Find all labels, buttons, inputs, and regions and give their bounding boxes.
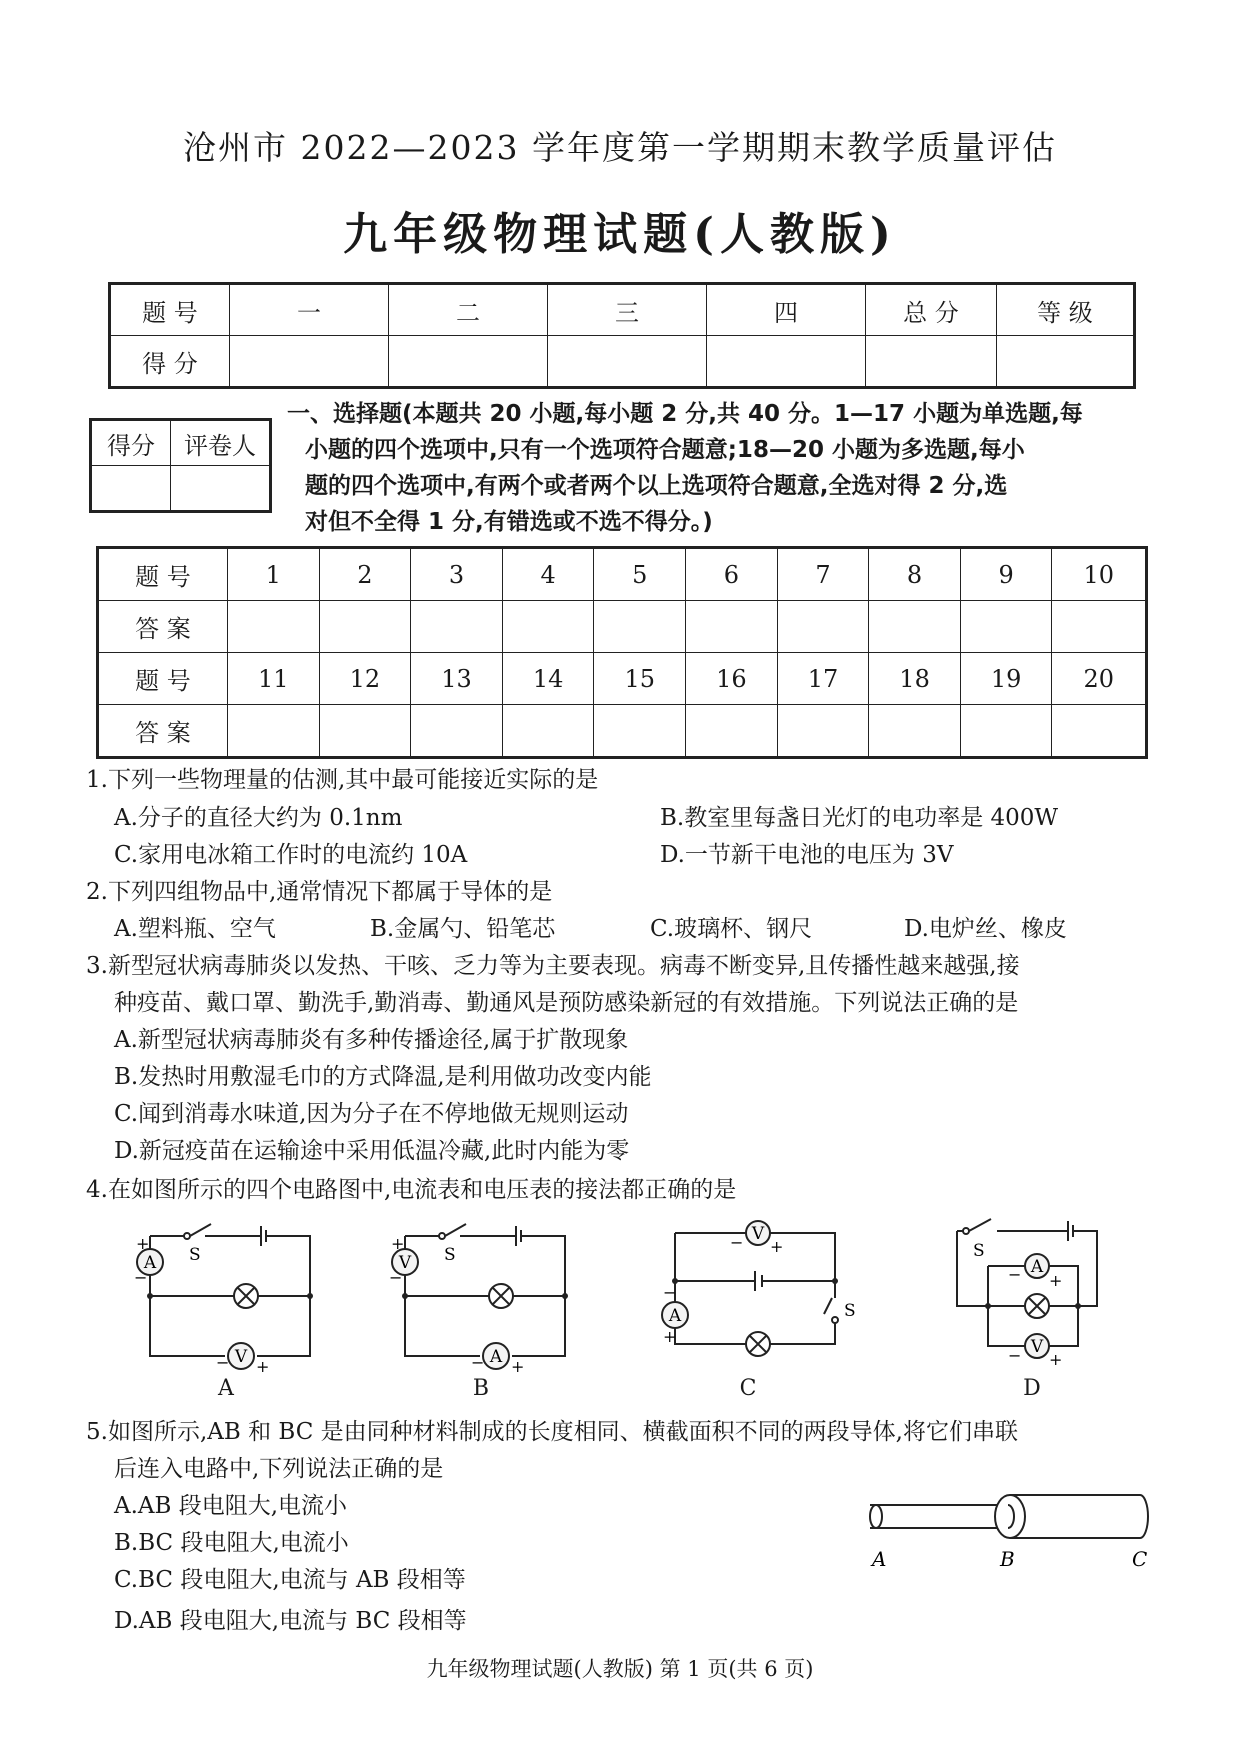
score-table-header-cell: 等 级 — [997, 284, 1135, 336]
answer-cell[interactable] — [686, 601, 778, 653]
exam-header-title: 沧州市 2022—2023 学年度第一学期期末教学质量评估 — [183, 128, 1057, 167]
answer-table-number-row — [98, 548, 1147, 601]
question-1-option-b: B.教室里每盏日光灯的电功率是 400W — [660, 805, 1059, 831]
question-2-option-d: D.电炉丝、橡皮 — [904, 916, 1067, 942]
svg-text:A: A — [143, 1253, 157, 1273]
svg-text:−: − — [1008, 1346, 1022, 1365]
question-5-option-c: C.BC 段电阻大,电流与 AB 段相等 — [114, 1567, 466, 1593]
answer-cell[interactable] — [777, 705, 869, 758]
score-table-header-cell: 三 — [548, 284, 707, 336]
conductor-label-c: C — [1132, 1547, 1148, 1571]
svg-text:V: V — [751, 1224, 765, 1244]
answer-table-answer-row — [98, 705, 1147, 758]
row-label: 答 案 — [98, 601, 228, 653]
question-number: 6 — [686, 548, 778, 601]
question-number: 19 — [960, 653, 1052, 705]
svg-text:+: + — [663, 1327, 677, 1346]
question-number: 20 — [1052, 653, 1147, 705]
answer-table-number-row — [98, 653, 1147, 705]
question-number: 5 — [594, 548, 686, 601]
svg-text:+: + — [1049, 1350, 1063, 1369]
svg-text:A: A — [1030, 1257, 1044, 1277]
score-input-cell[interactable] — [230, 336, 389, 388]
svg-text:+: + — [391, 1234, 405, 1253]
svg-text:V: V — [234, 1347, 248, 1367]
exam-subject-title: 九年级物理试题(人教版) — [343, 209, 897, 260]
instruction-line: 题的四个选项中,有两个或者两个以上选项符合题意,全选对得 2 分,选 — [305, 473, 1008, 499]
question-2-stem: 2.下列四组物品中,通常情况下都属于导体的是 — [86, 879, 553, 905]
conductor-label-b: B — [1000, 1547, 1015, 1571]
question-number: 4 — [502, 548, 594, 601]
question-2-option-a: A.塑料瓶、空气 — [114, 916, 276, 942]
question-1-option-a: A.分子的直径大约为 0.1nm — [114, 805, 403, 831]
score-input-cell[interactable] — [866, 336, 997, 388]
score-table-score-row — [110, 336, 1135, 388]
answer-cell[interactable] — [411, 705, 503, 758]
score-table-header-cell: 二 — [389, 284, 548, 336]
circuit-label-a: A — [218, 1376, 234, 1401]
answer-cell[interactable] — [960, 705, 1052, 758]
answer-cell[interactable] — [594, 601, 686, 653]
question-5-option-d: D.AB 段电阻大,电流与 BC 段相等 — [114, 1608, 467, 1634]
answer-cell[interactable] — [228, 705, 320, 758]
svg-text:V: V — [1030, 1337, 1044, 1357]
page-footer: 九年级物理试题(人教版) 第 1 页(共 6 页) — [426, 1657, 814, 1681]
score-table-header-cell: 四 — [707, 284, 866, 336]
svg-text:−: − — [730, 1233, 744, 1252]
grader-name-label: 评卷人 — [171, 420, 271, 466]
score-table-header-cell: 总 分 — [866, 284, 997, 336]
answer-cell[interactable] — [960, 601, 1052, 653]
question-number: 12 — [319, 653, 411, 705]
answer-cell[interactable] — [777, 601, 869, 653]
question-3-option-d: D.新冠疫苗在运输途中采用低温冷藏,此时内能为零 — [114, 1138, 630, 1164]
question-number: 11 — [228, 653, 320, 705]
circuit-diagram-a — [120, 1216, 330, 1376]
score-table-header-cell: 题 号 — [110, 284, 230, 336]
answer-table-answer-row — [98, 601, 1147, 653]
question-number: 15 — [594, 653, 686, 705]
circuit-diagram-c — [660, 1216, 870, 1366]
instruction-line: 一、选择题(本题共 20 小题,每小题 2 分,共 40 分。1—17 小题为单选题,每 — [287, 401, 1083, 427]
question-number: 3 — [411, 548, 503, 601]
conductor-diagram — [860, 1490, 1160, 1580]
question-number: 10 — [1052, 548, 1147, 601]
svg-text:V: V — [398, 1253, 412, 1273]
answer-cell[interactable] — [319, 705, 411, 758]
question-number: 9 — [960, 548, 1052, 601]
question-1-stem: 1.下列一些物理量的估测,其中最可能接近实际的是 — [86, 767, 599, 793]
question-number: 1 — [228, 548, 320, 601]
question-number: 14 — [502, 653, 594, 705]
score-input-cell[interactable] — [997, 336, 1135, 388]
question-number: 18 — [869, 653, 961, 705]
svg-text:−: − — [389, 1268, 403, 1287]
question-3-stem-line2: 种疫苗、戴口罩、勤洗手,勤消毒、勤通风是预防感染新冠的有效措施。下列说法正确的是 — [114, 990, 1019, 1016]
score-row-label: 得 分 — [110, 336, 230, 388]
question-number: 2 — [319, 548, 411, 601]
circuit-diagram-d — [945, 1216, 1125, 1369]
instruction-line: 对但不全得 1 分,有错选或不选不得分。) — [305, 509, 713, 535]
answer-cell[interactable] — [1052, 705, 1147, 758]
circuit-label-c: C — [739, 1376, 757, 1401]
svg-text:A: A — [668, 1306, 682, 1326]
answer-cell[interactable] — [228, 601, 320, 653]
question-3-stem-line1: 3.新型冠状病毒肺炎以发热、干咳、乏力等为主要表现。病毒不断变异,且传播性越来越强,接 — [86, 953, 1020, 979]
svg-text:S: S — [844, 1301, 856, 1321]
circuit-diagram-b — [375, 1216, 585, 1376]
svg-text:S: S — [444, 1245, 456, 1265]
svg-text:+: + — [136, 1234, 150, 1253]
row-label: 答 案 — [98, 705, 228, 758]
svg-text:−: − — [663, 1283, 677, 1302]
question-number: 16 — [686, 653, 778, 705]
circuit-label-d: D — [1023, 1376, 1041, 1401]
answer-cell[interactable] — [319, 601, 411, 653]
svg-text:−: − — [216, 1353, 230, 1372]
answer-cell[interactable] — [869, 705, 961, 758]
question-1-option-c: C.家用电冰箱工作时的电流约 10A — [114, 842, 468, 868]
svg-text:A: A — [489, 1347, 503, 1367]
question-5-stem-line1: 5.如图所示,AB 和 BC 是由同种材料制成的长度相同、横截面积不同的两段导体,将它们串联 — [86, 1419, 1018, 1445]
answer-cell[interactable] — [502, 601, 594, 653]
row-label: 题 号 — [98, 653, 228, 705]
section-1-instructions — [287, 396, 1147, 540]
question-3-option-a: A.新型冠状病毒肺炎有多种传播途径,属于扩散现象 — [114, 1027, 629, 1053]
question-5-stem-line2: 后连入电路中,下列说法正确的是 — [114, 1456, 444, 1482]
question-2-option-b: B.金属勺、铅笔芯 — [370, 916, 556, 942]
score-table-header-cell: 一 — [230, 284, 389, 336]
grader-score-label: 得分 — [91, 420, 171, 466]
svg-text:+: + — [770, 1237, 784, 1256]
row-label: 题 号 — [98, 548, 228, 601]
question-5-option-a: A.AB 段电阻大,电流小 — [114, 1493, 348, 1519]
score-input-cell[interactable] — [548, 336, 707, 388]
answer-sheet-table — [96, 546, 1148, 759]
svg-text:S: S — [973, 1241, 985, 1261]
conductor-label-a: A — [872, 1547, 887, 1571]
question-1-option-d: D.一节新干电池的电压为 3V — [660, 842, 954, 868]
question-3-option-c: C.闻到消毒水味道,因为分子在不停地做无规则运动 — [114, 1101, 629, 1127]
svg-text:+: + — [256, 1357, 270, 1376]
score-input-cell[interactable] — [707, 336, 866, 388]
question-2-option-c: C.玻璃杯、钢尺 — [650, 916, 813, 942]
answer-cell[interactable] — [594, 705, 686, 758]
question-number: 13 — [411, 653, 503, 705]
svg-text:−: − — [1008, 1265, 1022, 1284]
answer-cell[interactable] — [686, 705, 778, 758]
svg-text:−: − — [134, 1268, 148, 1287]
answer-cell[interactable] — [869, 601, 961, 653]
question-5-option-b: B.BC 段电阻大,电流小 — [114, 1530, 349, 1556]
grader-score-cell[interactable] — [91, 466, 171, 512]
score-summary-table — [108, 282, 1136, 389]
score-table-header-row — [110, 284, 1135, 336]
svg-text:+: + — [511, 1357, 525, 1376]
answer-cell[interactable] — [502, 705, 594, 758]
question-3-option-b: B.发热时用敷湿毛巾的方式降温,是利用做功改变内能 — [114, 1064, 652, 1090]
answer-cell[interactable] — [1052, 601, 1147, 653]
question-number: 8 — [869, 548, 961, 601]
svg-text:S: S — [189, 1245, 201, 1265]
question-number: 7 — [777, 548, 869, 601]
answer-cell[interactable] — [411, 601, 503, 653]
svg-text:−: − — [471, 1353, 485, 1372]
score-input-cell[interactable] — [389, 336, 548, 388]
grader-name-cell[interactable] — [171, 466, 271, 512]
instruction-line: 小题的四个选项中,只有一个选项符合题意;18—20 小题为多选题,每小 — [305, 437, 1025, 463]
circuit-label-b: B — [472, 1376, 490, 1401]
svg-text:+: + — [1049, 1271, 1063, 1290]
grader-box — [89, 418, 272, 513]
question-4-stem: 4.在如图所示的四个电路图中,电流表和电压表的接法都正确的是 — [86, 1177, 737, 1203]
question-number: 17 — [777, 653, 869, 705]
